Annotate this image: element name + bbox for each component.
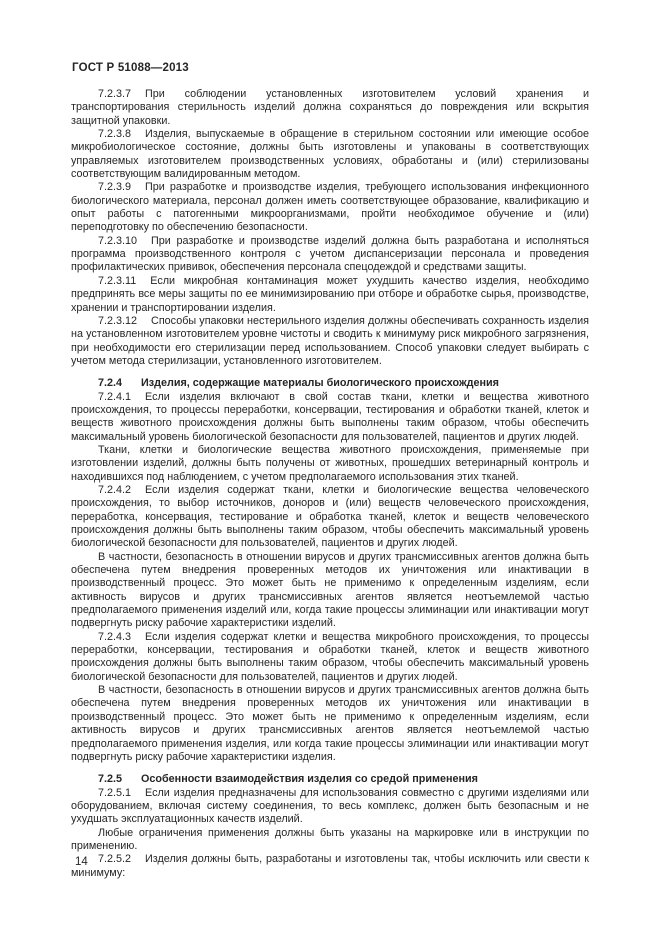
clause-text: Если изделия содержат клетки и вещества микробного происхождения, то процессы переработки, консервации, тестирования и обработки тканей, клеток и веществ животного происхождения должны быть выполнены таким образом, чтобы обеспечить максимальный уровень биологической безопасности для пользователей, пациентов и других людей. [71, 630, 589, 683]
clause-paragraph [71, 128, 589, 181]
document-header: ГОСТ Р 51088—2013 [72, 62, 189, 74]
clause-number: 7.2.5.2 [98, 853, 132, 866]
clause-paragraph [71, 827, 589, 854]
clause-text: Если изделия содержат ткани, клетки и биологические вещества человеческого происхождения, то выбор источников, доноров и (или) веществ человеческого происхождения, переработка, консервация, тестирование и обработка тканей, клеток и веществ человеческого происхождения должны быть выполнены таким образом, чтобы обеспечить максимальный уровень биологической безопасности для пользователей, пациентов и других людей. [71, 483, 589, 550]
clause-number: 7.2.3.8 [98, 128, 132, 141]
clause-text: Если изделия включают в свой состав ткани, клетки и вещества животного происхождения, то процессы переработки, консервации, тестирования и обработки тканей, клеток и веществ животного происхождения должны быть выполнены таким образом, чтобы обеспечить максимальный уровень биологической безопасности для пользователей, пациентов и других людей. [71, 390, 589, 443]
clause-text: Если изделия предназначены для использования совместно с другими изделиями или оборудованием, включая систему соединения, то весь комплекс, должен быть безопасным и не ухудшать эксплуатационных качеств изделий. [71, 786, 589, 826]
clause-text: Способы упаковки нестерильного изделия должны обеспечивать сохранность изделия на установленном изготовителем уровне чистоты и сводить к минимуму риск микробного загрязнения, при необходимости его стерилизации перед использованием. Способ упаковки следует выбирать с учетом метода стерилизации, установленного изготовителем. [71, 314, 589, 367]
clause-number: 7.2.3.9 [98, 181, 132, 194]
clause-paragraph [71, 684, 589, 764]
clause-text: При разработке и производстве изделия, требующего использования инфекционного биологического материала, персонал должен иметь соответствующее образование, квалификацию и опыт работы с патогенными микроорганизмами, пройти необходимое обучение и (или) переподготовку по обеспечению безопасности. [71, 181, 589, 234]
clause-number: 7.2.4.2 [98, 483, 132, 496]
clause-text: В частности, безопасность в отношении вирусов и других трансмиссивных агентов должна быть обеспечена путем внедрения проверенных методов их уничтожения или инактивации в производственный процесс. Это может быть не применимо к определенным изделиям, если активность вирусов и других трансмиссивных агентов является неотъемлемой частью предполагаемого применения изделия, или когда такие процессы элиминации или инактивации могут подвергнуть риску рабочие характеристики изделия. [71, 684, 589, 763]
clause-text: Если микробная контаминация может ухудшить качество изделия, необходимо предпринять все меры защиты по ее минимизированию при отборе и обработке сырья, производстве, хранении и транспортировании изделия. [71, 274, 589, 314]
clause-paragraph [71, 551, 589, 631]
clause-number: 7.2.4.1 [98, 390, 132, 403]
clause-text: Изделия должны быть, разработаны и изготовлены так, чтобы исключить или свести к минимуму: [71, 853, 589, 879]
clause-number: 7.2.5 [98, 773, 123, 786]
clause-text: Особенности взаимодействия изделия со средой применения [141, 773, 478, 786]
clause-number: 7.2.3.10 [98, 234, 138, 247]
page-number: 14 [75, 856, 88, 868]
section-heading [71, 377, 589, 390]
clause-text: При соблюдении установленных изготовителем условий хранения и транспортирования стерильность изделий должна сохраняться до повреждения или вскрытия защитной упаковки. [71, 88, 589, 127]
section-heading [71, 773, 589, 786]
clause-text: Любые ограничения применения должны быть указаны на маркировке или в инструкции по применению. [71, 826, 589, 852]
clause-paragraph [71, 235, 589, 275]
clause-number: 7.2.4.3 [98, 630, 132, 643]
clause-number: 7.2.5.1 [98, 786, 132, 799]
clause-text: Изделия, выпускаемые в обращение в стерильном состоянии или имеющие особое микробиологическое состояние, должны быть изготовлены и упакованы в соответствующих управляемых изготовителем производственных условиях, обработаны и (или) стерилизованы соответствующим валидированным методом. [71, 128, 589, 181]
clause-paragraph [71, 787, 589, 827]
clause-number: 7.2.3.11 [98, 274, 137, 287]
clause-text: При разработке и производстве изделий должна быть разработана и исполняться программа производственного контроля с учетом диспансеризации персонала и проведения профилактических прививок, обеспечения персонала спецодеждой и средствами защиты. [71, 234, 589, 274]
clause-paragraph [71, 181, 589, 234]
document-body [71, 88, 589, 880]
clause-text: Ткани, клетки и биологические вещества животного происхождения, применяемые при изготовлении изделий, должны быть получены от животных, прошедших ветеринарный контроль и находившихся под наблюдением, с учетом предполагаемого использования этих тканей. [71, 443, 589, 483]
clause-paragraph [71, 88, 589, 128]
clause-paragraph [71, 275, 589, 315]
clause-paragraph [71, 315, 589, 368]
clause-paragraph [71, 444, 589, 484]
clause-number: 7.2.3.7 [98, 88, 132, 100]
clause-number: 7.2.4 [98, 377, 123, 390]
clause-paragraph [71, 484, 589, 551]
clause-text: Изделия, содержащие материалы биологического происхождения [141, 377, 499, 390]
clause-paragraph [71, 631, 589, 684]
clause-number: 7.2.3.12 [98, 314, 138, 327]
clause-text: В частности, безопасность в отношении вирусов и других трансмиссивных агентов должна быть обеспечена путем внедрения проверенных методов их уничтожения или инактивации в производственный процесс. Это может быть не применимо к определенным изделиям, если активность вирусов и других трансмиссивных агентов является неотъемлемой частью предполагаемого применения изделий или, когда такие процессы элиминации или инактивации могут подвергнуть риску рабочие характеристики изделий. [71, 550, 589, 630]
clause-paragraph [71, 853, 589, 880]
clause-paragraph [71, 391, 589, 444]
